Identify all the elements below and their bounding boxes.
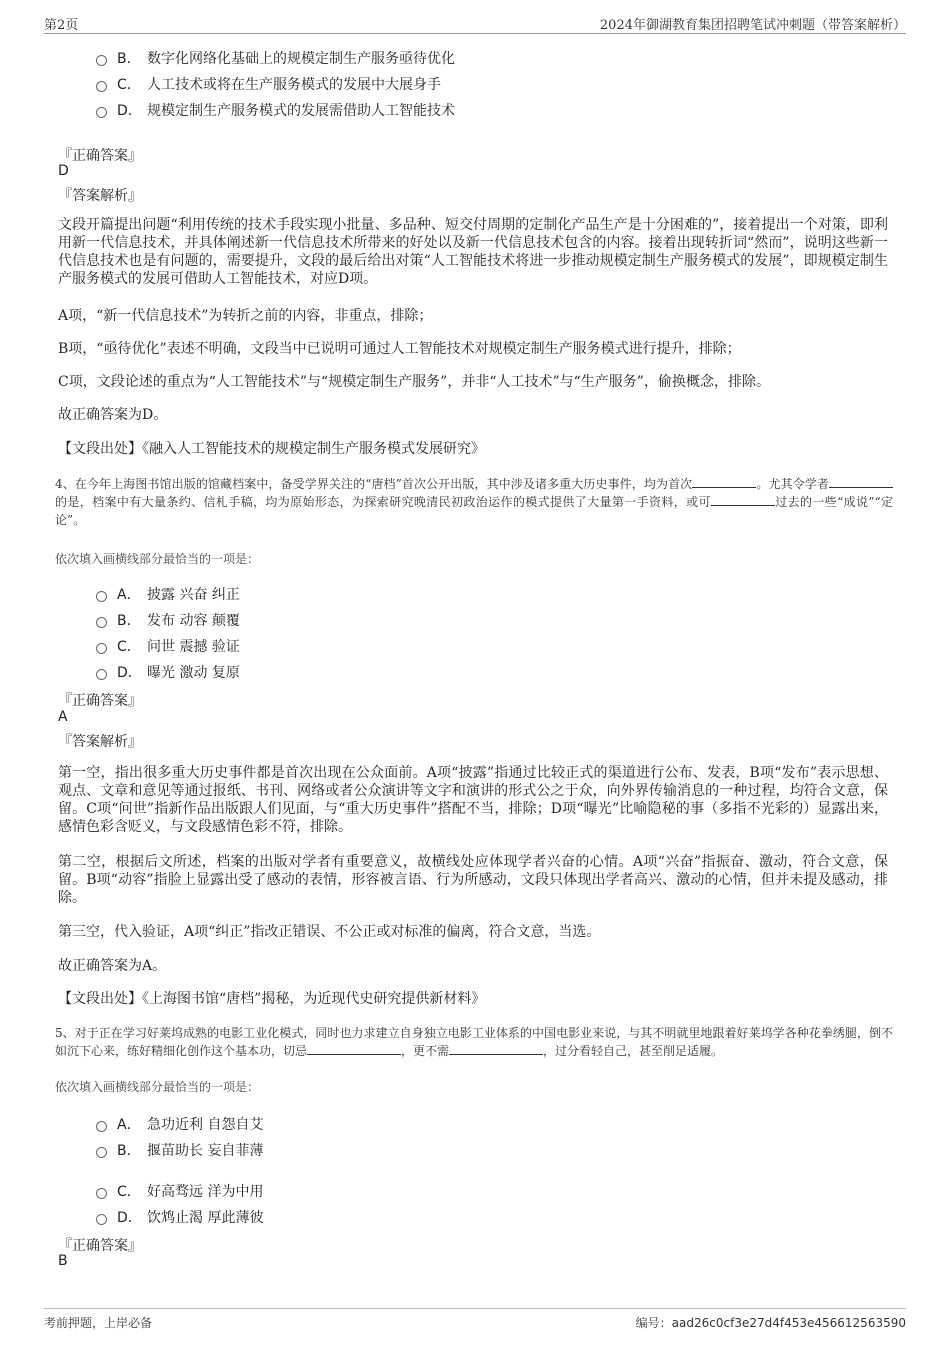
q3-answer: D bbox=[58, 163, 69, 179]
q4-analysis-blank1: 第一空，指出很多重大历史事件都是首次出现在公众面前。A项“披露”指通过比较正式的渠道进行公布、发表，B项“发布”表示思想、观点、文章和意见等通过报纸、书刊、网络或者公众演讲等文字和演讲的形式公之于众，向外界传输消息的一种过程，均符合文意，保留。C项“问世”指新作品出版跟人们见面，与“重大历史事件”搭配不当，排除；D项“曝光”比喻隐秘的事（多指不光彩的）显露出来，感情色彩含贬义，与文段感情色彩不符，排除。 bbox=[58, 765, 888, 835]
q4-option-b[interactable]: B． 发布 动容 颠覆 bbox=[96, 610, 240, 630]
q4-hint: 依次填入画横线部分最恰当的一项是： bbox=[55, 552, 260, 566]
radio-icon[interactable] bbox=[96, 669, 107, 680]
radio-icon[interactable] bbox=[96, 81, 107, 92]
q3-analysis-b: B项，“亟待优化”表述不明确，文段当中已说明可通过人工智能技术对规模定制生产服务模式进行提升，排除； bbox=[58, 341, 741, 357]
header-divider bbox=[44, 33, 906, 34]
q5-option-d[interactable]: D． 饮鸩止渴 厚此薄彼 bbox=[96, 1207, 263, 1227]
q4-answer-label: 『正确答案』 bbox=[58, 693, 142, 709]
footer-code: 编号：aad26c0cf3e27d4f453e456612563590 bbox=[635, 1316, 906, 1330]
document-title: 2024年御湖教育集团招聘笔试冲刺题（带答案解析） bbox=[599, 18, 906, 33]
radio-icon[interactable] bbox=[96, 1121, 107, 1132]
radio-icon[interactable] bbox=[96, 1214, 107, 1225]
blank-1 bbox=[307, 1042, 401, 1055]
radio-icon[interactable] bbox=[96, 591, 107, 602]
q3-conclusion: 故正确答案为D。 bbox=[58, 407, 168, 423]
footer-slogan: 考前押题，上岸必备 bbox=[44, 1316, 153, 1330]
q4-option-a[interactable]: A． 披露 兴奋 纠正 bbox=[96, 584, 240, 604]
q4-option-d[interactable]: D． 曝光 激动 复原 bbox=[96, 662, 240, 682]
q5-answer: B bbox=[58, 1253, 68, 1269]
q3-analysis-a: A项，“新一代信息技术”为转折之前的内容，非重点，排除； bbox=[58, 308, 433, 324]
q5-answer-label: 『正确答案』 bbox=[58, 1238, 142, 1254]
q5-option-a[interactable]: A． 急功近利 自怨自艾 bbox=[96, 1114, 263, 1134]
q3-source: 【文段出处】《融入人工智能技术的规模定制生产服务模式发展研究》 bbox=[58, 441, 485, 457]
q3-analysis-label: 『答案解析』 bbox=[58, 188, 142, 204]
q3-option-b[interactable]: B． 数字化网络化基础上的规模定制生产服务亟待优化 bbox=[96, 48, 455, 68]
blank-1 bbox=[692, 475, 756, 488]
q4-answer: A bbox=[58, 709, 68, 725]
q4-analysis-blank3: 第三空，代入验证，A项“纠正”指改正错误、不公正或对标准的偏离，符合文意，当选。 bbox=[58, 924, 601, 940]
radio-icon[interactable] bbox=[96, 617, 107, 628]
q5-option-b[interactable]: B． 揠苗助长 妄自菲薄 bbox=[96, 1140, 263, 1160]
q3-option-d[interactable]: D． 规模定制生产服务模式的发展需借助人工智能技术 bbox=[96, 100, 455, 120]
radio-icon[interactable] bbox=[96, 1147, 107, 1158]
q4-option-c[interactable]: C． 问世 震撼 验证 bbox=[96, 636, 240, 656]
q3-analysis-c: C项，文段论述的重点为“人工智能技术”与“规模定制生产服务”，并非“人工技术”与“生产服务”，偷换概念，排除。 bbox=[58, 374, 770, 390]
q3-analysis-main: 文段开篇提出问题“利用传统的技术手段实现小批量、多品种、短交付周期的定制化产品生产是十分困难的”，接着提出一个对策，即利用新一代信息技术，并具体阐述新一代信息技术所带来的好处以及新一代信息技术包含的内容。接着出现转折词“然而”，说明这些新一代信息技术也是有问题的，需要提升，文段的最后给出对策“人工智能技术将进一步推动规模定制生产服务模式的发展”，即规模定制生产服务模式的发展可借助人工智能技术，对应D项。 bbox=[58, 217, 888, 287]
q4-source: 【文段出处】《上海图书馆“唐档”揭秘，为近现代史研究提供新材料》 bbox=[58, 991, 486, 1007]
q4-stem: 4、在今年上海图书馆出版的馆藏档案中，备受学界关注的“唐档”首次公开出版，其中涉及诸多重大历史事件，均为首次 。尤其令学者的是，档案中有大量条约、信札手稿，均为原始形态，为探索研究晚清民初政治运作的模式提供了大量第一手资料，或可 过去的一些“成说”“定论”。 bbox=[55, 477, 893, 527]
footer-divider bbox=[44, 1308, 906, 1309]
q5-hint: 依次填入画横线部分最恰当的一项是： bbox=[55, 1080, 260, 1094]
blank-3 bbox=[711, 493, 775, 506]
q4-analysis-label: 『答案解析』 bbox=[58, 734, 142, 750]
q4-analysis-blank2: 第二空，根据后文所述，档案的出版对学者有重要意义，故横线处应体现学者兴奋的心情。A项“兴奋”指振奋、激动，符合文意，保留。B项“动容”指脸上显露出受了感动的表情，形容被言语、行为所感动，文段只体现出学者高兴、激动的心情，但并未提及感动，排除。 bbox=[58, 854, 888, 906]
q5-stem: 5、对于正在学习好莱坞成熟的电影工业化模式，同时也力求建立自身独立电影工业体系的中国电影业来说，与其不明就里地跟着好莱坞学各种花拳绣腿，倒不如沉下心来，练好精细化创作这个基本功，切忌 ，更不需 ，过分看轻自己，甚至削足适履。 bbox=[55, 1026, 893, 1058]
blank-2 bbox=[449, 1042, 543, 1055]
q3-option-c[interactable]: C． 人工技术或将在生产服务模式的发展中大展身手 bbox=[96, 74, 441, 94]
radio-icon[interactable] bbox=[96, 1188, 107, 1199]
radio-icon[interactable] bbox=[96, 107, 107, 118]
q5-option-c[interactable]: C． 好高骛远 洋为中用 bbox=[96, 1181, 263, 1201]
page-number: 第2页 bbox=[44, 18, 79, 33]
q3-answer-label: 『正确答案』 bbox=[58, 148, 142, 164]
blank-2 bbox=[829, 475, 893, 488]
q4-conclusion: 故正确答案为A。 bbox=[58, 958, 167, 974]
radio-icon[interactable] bbox=[96, 55, 107, 66]
radio-icon[interactable] bbox=[96, 643, 107, 654]
